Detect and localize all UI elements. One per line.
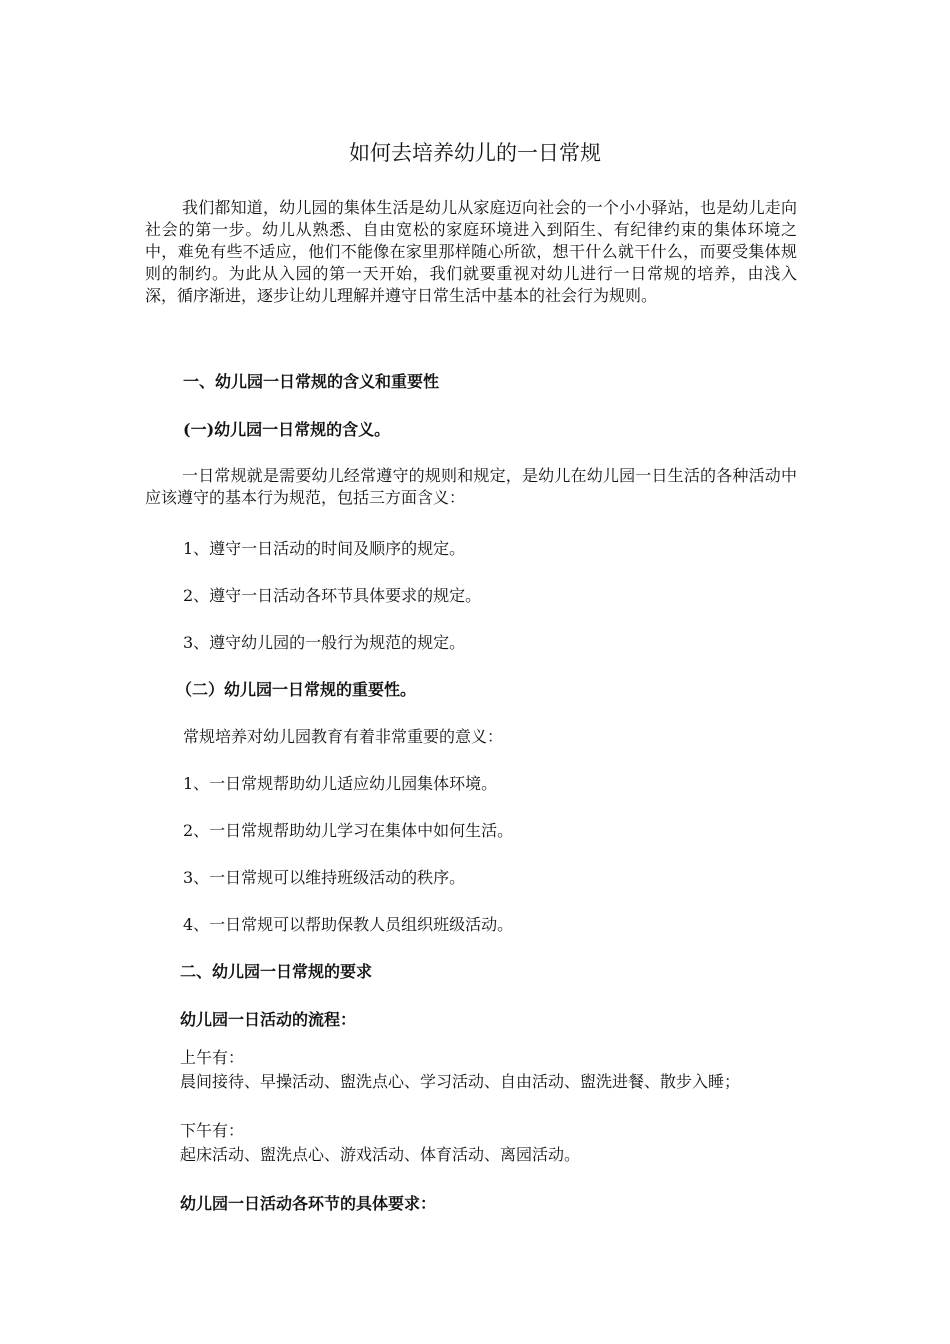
document-title: 如何去培养幼儿的一日常规	[349, 141, 601, 165]
list-item: 3、遵守幼儿园的一般行为规范的规定。	[183, 633, 466, 652]
requirements-heading: 幼儿园一日活动各环节的具体要求：	[180, 1194, 437, 1213]
section2-heading: 二、幼儿园一日常规的要求	[180, 962, 373, 981]
morning-label: 上午有：	[180, 1048, 245, 1067]
list-item: 3、一日常规可以维持班级活动的秩序。	[183, 868, 466, 887]
list-item: 2、一日常规帮助幼儿学习在集体中如何生活。	[183, 821, 514, 840]
section1-sub1-body: 一日常规就是需要幼儿经常遵守的规则和规定，是幼儿在幼儿园一日生活的各种活动中应该遵守的基本行为规范，包括三方面含义：	[145, 466, 797, 507]
list-item: 1、遵守一日活动的时间及顺序的规定。	[183, 539, 466, 558]
morning-items: 晨间接待、早操活动、盥洗点心、学习活动、自由活动、盥洗进餐、散步入睡；	[180, 1072, 741, 1091]
section1-sub2-heading: （二）幼儿园一日常规的重要性。	[176, 680, 417, 699]
list-item: 4、一日常规可以帮助保教人员组织班级活动。	[183, 915, 514, 934]
section1-heading: 一、幼儿园一日常规的含义和重要性	[183, 372, 440, 391]
section1-sub1-heading: (一)幼儿园一日常规的含义。	[183, 420, 391, 439]
afternoon-label: 下午有：	[180, 1121, 245, 1140]
list-item: 1、一日常规帮助幼儿适应幼儿园集体环境。	[183, 774, 498, 793]
list-item: 2、遵守一日活动各环节具体要求的规定。	[183, 586, 482, 605]
section1-sub2-body: 常规培养对幼儿园教育有着非常重要的意义：	[183, 727, 504, 746]
afternoon-items: 起床活动、盥洗点心、游戏活动、体育活动、离园活动。	[180, 1145, 581, 1164]
flow-heading: 幼儿园一日活动的流程：	[180, 1010, 357, 1029]
intro-paragraph: 我们都知道，幼儿园的集体生活是幼儿从家庭迈向社会的一个小小驿站，也是幼儿走向社会的第一步。幼儿从熟悉、自由宽松的家庭环境进入到陌生、有纪律约束的集体环境之中，难免有些不适应，他们不能像在家里那样随心所欲，想干什么就干什么，而要受集体规则的制约。为此从入园的第一天开始，我们就要重视对幼儿进行一日常规的培养，由浅入深，循序渐进，逐步让幼儿理解并遵守日常生活中基本的社会行为规则。	[145, 198, 797, 305]
